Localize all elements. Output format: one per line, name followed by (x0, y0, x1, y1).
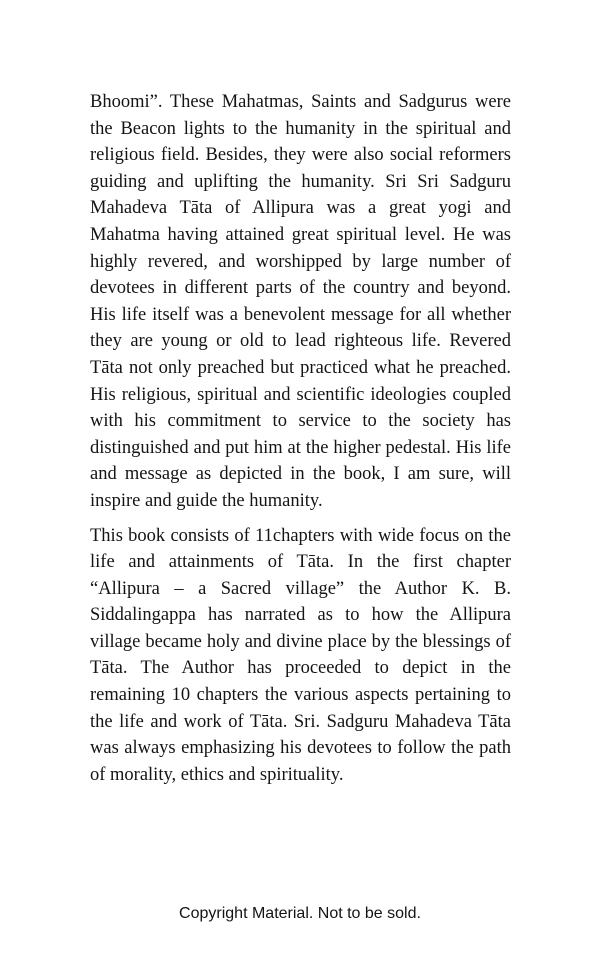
body-text (90, 89, 511, 788)
paragraph-1: Bhoomi”. These Mahatmas, Saints and Sadgurus were the Beacon lights to the humanity in the spiritual and religious field. Besides, they were also social reformers guiding and uplifting the humanity. Sri Sri Sadguru Mahadeva Tāta of Allipura was a great yogi and Mahatma having attained great spiritual level. He was highly revered, and worshipped by large number of devotees in different parts of the country and beyond. His life itself was a benevolent message for all whether they are young or old to lead righteous life. Revered Tāta not only preached but practiced what he preached. His religious, spiritual and scientific ideologies coupled with his commitment to service to the society has distinguished and put him at the higher pedestal. His life and message as depicted in the book, I am sure, will inspire and guide the humanity. (90, 92, 511, 511)
copyright-footer: Copyright Material. Not to be sold. (179, 905, 421, 922)
paragraph-2: This book consists of 11chapters with wide focus on the life and attainments of Tāta. In the first chapter “Allipura – a Sacred village” the Author K. B. Siddalingappa has narrated as to how the Allipura village became holy and divine place by the blessings of Tāta. The Author has proceeded to depict in the remaining 10 chapters the various aspects pertaining to the life and work of Tāta. Sri. Sadguru Mahadeva Tāta was always emphasizing his devotees to follow the path of morality, ethics and spirituality. (90, 525, 511, 785)
